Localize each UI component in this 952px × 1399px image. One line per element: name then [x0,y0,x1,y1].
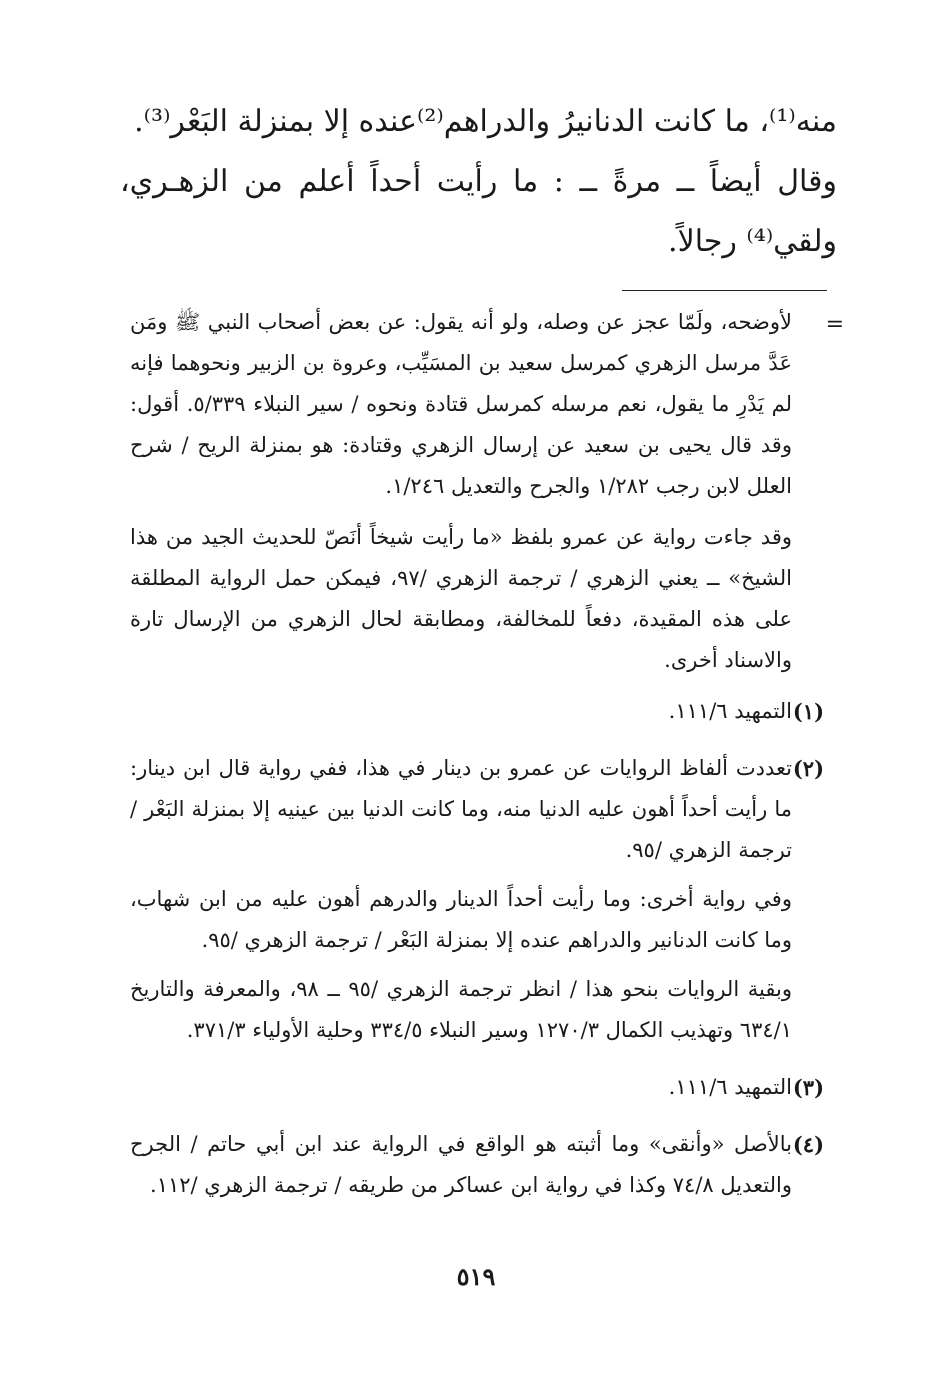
footnote-paragraph: تعددت ألفاظ الروايات عن عمرو بن دينار في هذا، ففي رواية قال ابن دينار: ما رأيت أحداً أهون عليه الدنيا منه، وما كانت الدنيا بين عينيه إلا بمنزلة البَعْر / ترجمة الزهري /٩٥. [130,756,792,862]
main-text-paragraph: وقال أيضاً ــ مرةً ــ : ما رأيت أحداً أعلم من الزهـري، ولقي⁽⁴⁾ رجالاً. [120,164,837,259]
footnote-paragraph: التمهيد ١١١/٦. [668,699,792,723]
footnote-separator [622,290,827,291]
footnote-paragraph: وفي رواية أخرى: وما رأيت أحداً الدينار والدرهم أهون عليه من ابن شهاب، وما كانت الدنانير والدراهم عنده إلا بمنزلة البَعْر / ترجمة الزهري /٩٥. [130,887,792,952]
footnote-3 [130,1067,824,1116]
footnote-number: (٢) [792,756,824,781]
footnote-paragraph: بالأصل «وأنقى» وما أثبته هو الواقع في الرواية عند ابن أبي حاتم / الجرح والتعديل ٧٤/٨ وكذا في رواية ابن عساكر من طريقه / ترجمة الزهري /١١٢. [130,1132,792,1197]
continued-note-paragraph: لأوضحه، ولَمّا عجز عن وصله، ولو أنه يقول: عن بعض أصحاب النبي ﷺ ومَن عَدَّ مرسل الزهري كمرسل سعيد بن المسَيِّب، وعروة بن الزبير ونحوهما فإنه لم يَدْرِ ما يقول، نعم مرسله كمرسل قتادة ونحوه / سير النبلاء ٥/٣٣٩. أقول: وقد قال يحيى بن سعيد عن إرسال الزهري وقتادة: هو بمنزلة الريح / شرح العلل لابن رجب ١/٢٨٢ والجرح والتعديل ١/٢٤٦. [130,310,793,498]
main-text [120,92,837,272]
footnote-body [130,748,792,1059]
footnote-body [130,1067,792,1116]
footnote-2 [130,748,824,1059]
footnote-body [130,691,792,740]
footnote-4 [130,1124,824,1214]
page-number: ٥١٩ [456,1262,496,1291]
footnotes-area [130,302,824,1222]
continuation-marker: = [825,312,844,337]
footnote-number: (٣) [792,1075,824,1100]
footnote-number: (٤) [792,1132,824,1157]
footnote-paragraph: وبقية الروايات بنحو هذا / انظر ترجمة الزهري /٩٥ ــ ٩٨، والمعرفة والتاريخ ٦٣٤/١ وتهذيب الكمال ١٢٧٠/٣ وسير النبلاء ٣٣٤/٥ وحلية الأولياء ٣٧١/٣. [130,977,793,1042]
continued-note-paragraph: وقد جاءت رواية عن عمرو بلفظ «ما رأيت شيخاً أنَصّ للحديث الجيد من هذا الشيخ» ــ يعني الزهري / ترجمة الزهري /٩٧، فيمكن حمل الرواية المطلقة على هذه المقيدة، دفعاً للمخالفة، ومطابقة لحال الزهري من الإرسال تارة والاسناد أخرى. [130,525,793,672]
footnote-paragraph: التمهيد ١١١/٦. [668,1075,792,1099]
footnote-body [130,1124,792,1214]
main-text-line: منه⁽¹⁾، ما كانت الدنانيرُ والدراهم⁽²⁾عنده إلا بمنزلة البَعْر⁽³⁾. [134,104,837,139]
footnote-1 [130,691,824,740]
footnote-number: (١) [792,699,824,724]
